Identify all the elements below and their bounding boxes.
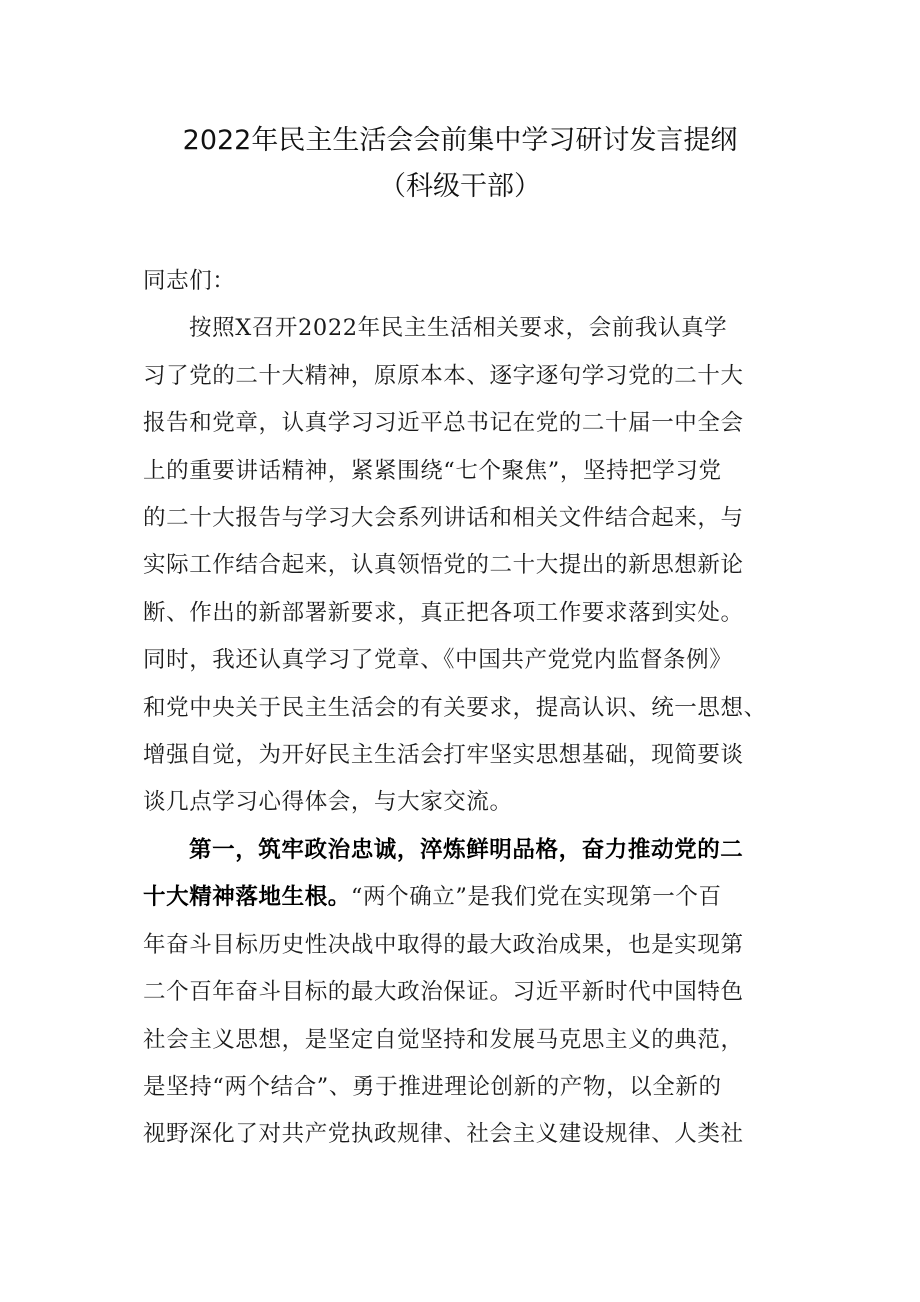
section-heading-continued: 十大精神落地生根。 (143, 884, 351, 911)
paragraph-line: 上的重要讲话精神，紧紧围绕“七个聚焦”，坚持把学习党 (143, 457, 722, 484)
paragraph-line: 按照X召开2022年民主生活相关要求，会前我认真学 (189, 315, 728, 342)
paragraph-line: 二个百年奋斗目标的最大政治保证。习近平新时代中国特色 (143, 979, 744, 1006)
title-line-2: （科级干部） (379, 171, 541, 202)
salutation: 同志们： (143, 268, 236, 294)
paragraph-line (143, 874, 783, 921)
paragraph-line: 的二十大报告与学习大会系列讲话和相关文件结合起来，与 (143, 505, 744, 532)
paragraph-line: 断、作出的新部署新要求，真正把各项工作要求落到实处。 (143, 599, 744, 626)
paragraph-line: 同时，我还认真学习了党章、《中国共产党党内监督条例》 (143, 647, 733, 674)
document-body (143, 258, 783, 1159)
paragraph-text: “两个确立”是我们党在实现第一个百 (350, 884, 722, 911)
paragraph-line: 年奋斗目标历史性决战中取得的最大政治成果，也是实现第 (143, 931, 744, 958)
paragraph-line: 和党中央关于民主生活会的有关要求，提高认识、统一思想、 (143, 694, 767, 721)
paragraph-line: 习了党的二十大精神，原原本本、逐字逐句学习党的二十大 (143, 362, 744, 389)
paragraph-line: 谈几点学习心得体会，与大家交流。 (143, 789, 513, 816)
document-title (0, 118, 920, 210)
title-line-1: 2022年民主生活会会前集中学习研讨发言提纲 (182, 125, 738, 156)
paragraph-line: 增强自觉，为开好民主生活会打牢坚实思想基础，现简要谈 (143, 742, 744, 769)
paragraph-line: 实际工作结合起来，认真领悟党的二十大提出的新思想新论 (143, 552, 744, 579)
section-heading: 第一，筑牢政治忠诚，淬炼鲜明品格，奋力推动党的二 (189, 836, 744, 863)
paragraph-line: 视野深化了对共产党执政规律、社会主义建设规律、人类社 (143, 1121, 744, 1148)
paragraph-line: 是坚持“两个结合”、勇于推进理论创新的产物，以全新的 (143, 1073, 722, 1100)
paragraph-line: 社会主义思想，是坚定自觉坚持和发展马克思主义的典范， (143, 1026, 744, 1053)
paragraph-line: 报告和党章，认真学习习近平总书记在党的二十届一中全会 (143, 410, 744, 437)
